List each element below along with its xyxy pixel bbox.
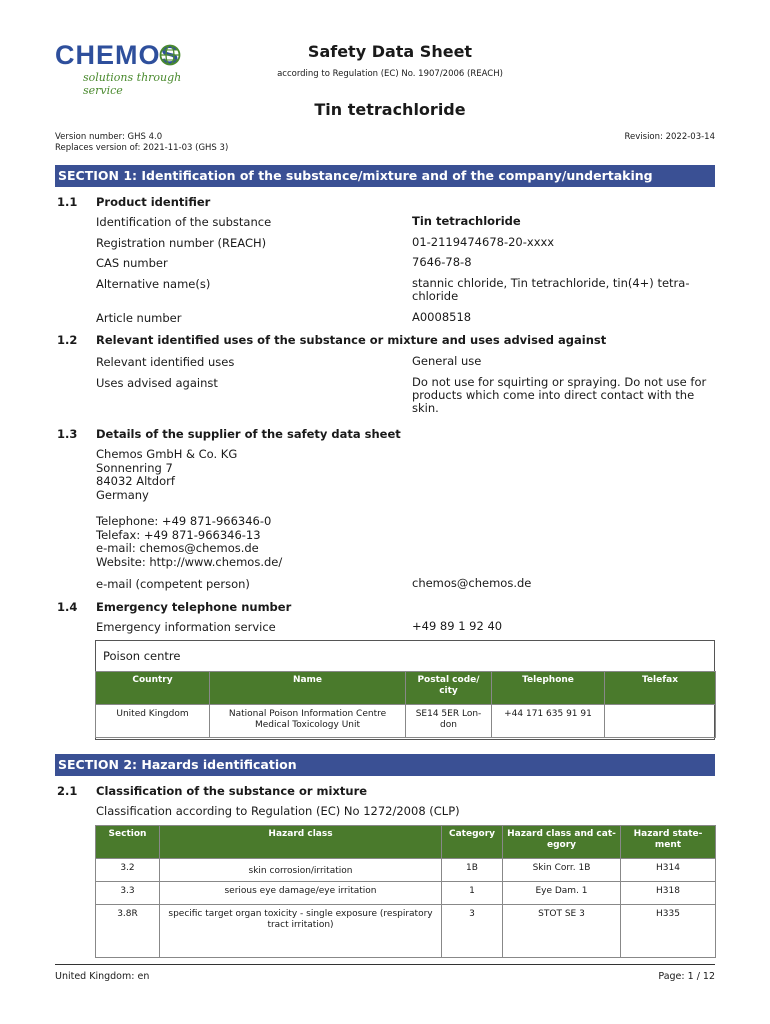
table-cell: skin corrosion/irritation xyxy=(160,859,442,882)
classification-subheading: Classification according to Regulation (EC) No 1272/2008 (CLP) xyxy=(96,804,460,818)
table-row xyxy=(96,705,716,738)
footer-locale: United Kingdom: en xyxy=(55,971,150,982)
column-header: Hazard state-ment xyxy=(621,826,716,859)
chemos-logo xyxy=(55,40,205,97)
table-cell: serious eye damage/eye irritation xyxy=(160,882,442,905)
emergency-number-value: +49 89 1 92 40 xyxy=(412,619,503,633)
emergency-heading: Emergency telephone number xyxy=(96,600,292,614)
table-cell: National Poison Information Centre Medical Toxicology Unit xyxy=(210,705,406,738)
competent-email-value[interactable]: chemos@chemos.de xyxy=(412,576,532,590)
table-row xyxy=(96,905,716,958)
address-line: 84032 Altdorf xyxy=(96,474,175,488)
field-label: CAS number xyxy=(96,256,168,270)
product-identifier-heading: Product identifier xyxy=(96,195,211,209)
field-label: Uses advised against xyxy=(96,376,218,390)
table-cell: 1B xyxy=(442,859,503,882)
registration-number-value: 01-2119474678-20-xxxx xyxy=(412,235,555,249)
table-cell: 3.3 xyxy=(96,882,160,905)
table-cell: +44 171 635 91 91 xyxy=(492,705,605,738)
supplier-contact xyxy=(96,515,282,569)
footer-divider xyxy=(55,964,715,965)
version-number: Version number: GHS 4.0 xyxy=(55,132,163,142)
column-header: Telefax xyxy=(605,672,716,705)
table-header-row xyxy=(96,826,716,859)
replaces-version: Replaces version of: 2021-11-03 (GHS 3) xyxy=(55,143,229,153)
table-row xyxy=(96,882,716,905)
section-2-header: SECTION 2: Hazards identification xyxy=(55,754,715,776)
column-header: Hazard class and cat-egory xyxy=(503,826,621,859)
section-1-header: SECTION 1: Identification of the substance/mixture and of the company/undertaking xyxy=(55,165,715,187)
column-header: Telephone xyxy=(492,672,605,705)
table-cell: 1 xyxy=(442,882,503,905)
table-cell: United Kingdom xyxy=(96,705,210,738)
field-label: Identification of the substance xyxy=(96,215,272,229)
classification-heading: Classification of the substance or mixture xyxy=(96,784,368,798)
table-header-row xyxy=(96,672,716,705)
identified-uses-value: General use xyxy=(412,354,482,368)
table-cell: SE14 5ER Lon-don xyxy=(406,705,492,738)
alternative-names-value: stannic chloride, Tin tetrachloride, tin(4+) tetra-chloride xyxy=(412,276,690,303)
section-number: 1.1 xyxy=(57,195,78,209)
supplier-heading: Details of the supplier of the safety data sheet xyxy=(96,427,401,441)
column-header: Category xyxy=(442,826,503,859)
field-label: Article number xyxy=(96,311,182,325)
field-label: Relevant identified uses xyxy=(96,355,235,369)
table-cell: STOT SE 3 xyxy=(503,905,621,958)
table-cell: H335 xyxy=(621,905,716,958)
field-label: Registration number (REACH) xyxy=(96,236,267,250)
table-row xyxy=(96,859,716,882)
regulation-subtitle: according to Regulation (EC) No. 1907/2006 (REACH) xyxy=(277,69,503,79)
website-line[interactable]: Website: http://www.chemos.de/ xyxy=(96,554,283,569)
telefax-line: Telefax: +49 871-966346-13 xyxy=(96,527,261,542)
globe-icon xyxy=(159,44,181,66)
table-cell: 3 xyxy=(442,905,503,958)
uses-heading: Relevant identified uses of the substance or mixture and uses advised against xyxy=(96,333,607,347)
field-label: Emergency information service xyxy=(96,620,276,634)
column-header: Name xyxy=(210,672,406,705)
uses-advised-against-value: Do not use for squirting or spraying. Do not use for products which come into direct contact with the skin. xyxy=(412,375,707,415)
logo-wordmark: CHEMOS xyxy=(55,40,180,70)
table-cell: Eye Dam. 1 xyxy=(503,882,621,905)
table-cell: Skin Corr. 1B xyxy=(503,859,621,882)
poison-centre-box xyxy=(95,640,715,740)
telephone-line: Telephone: +49 871-966346-0 xyxy=(96,514,272,528)
table-cell: H314 xyxy=(621,859,716,882)
revision-date: Revision: 2022-03-14 xyxy=(624,132,715,142)
column-header: Postal code/ city xyxy=(406,672,492,705)
table-cell: H318 xyxy=(621,882,716,905)
field-label: e-mail (competent person) xyxy=(96,577,250,591)
address-line: Germany xyxy=(96,487,149,502)
column-header: Section xyxy=(96,826,160,859)
email-line[interactable]: e-mail: chemos@chemos.de xyxy=(96,541,259,555)
table-cell: 3.2 xyxy=(96,859,160,882)
page-number: Page: 1 / 12 xyxy=(658,971,715,982)
supplier-address xyxy=(96,448,237,502)
article-number-value: A0008518 xyxy=(412,310,472,324)
poison-centre-table xyxy=(95,671,716,738)
field-label: Alternative name(s) xyxy=(96,277,211,291)
document-title: Safety Data Sheet xyxy=(307,42,473,61)
classification-table xyxy=(95,825,716,958)
column-header: Hazard class xyxy=(160,826,442,859)
address-line: Chemos GmbH & Co. KG xyxy=(96,447,238,461)
column-header: Country xyxy=(96,672,210,705)
table-cell xyxy=(605,705,716,738)
section-number: 1.4 xyxy=(57,600,78,614)
section-number: 1.2 xyxy=(57,333,78,347)
address-line: Sonnenring 7 xyxy=(96,460,173,475)
substance-name-value: Tin tetrachloride xyxy=(412,214,521,228)
logo-tagline: solutions through service xyxy=(83,71,182,97)
cas-number-value: 7646-78-8 xyxy=(412,255,472,269)
table-cell: 3.8R xyxy=(96,905,160,958)
poison-centre-title: Poison centre xyxy=(103,649,181,663)
section-number: 1.3 xyxy=(57,427,78,441)
substance-title: Tin tetrachloride xyxy=(314,100,466,119)
table-cell: specific target organ toxicity - single exposure (respiratory tract irritation) xyxy=(160,905,442,958)
section-number: 2.1 xyxy=(57,784,78,798)
